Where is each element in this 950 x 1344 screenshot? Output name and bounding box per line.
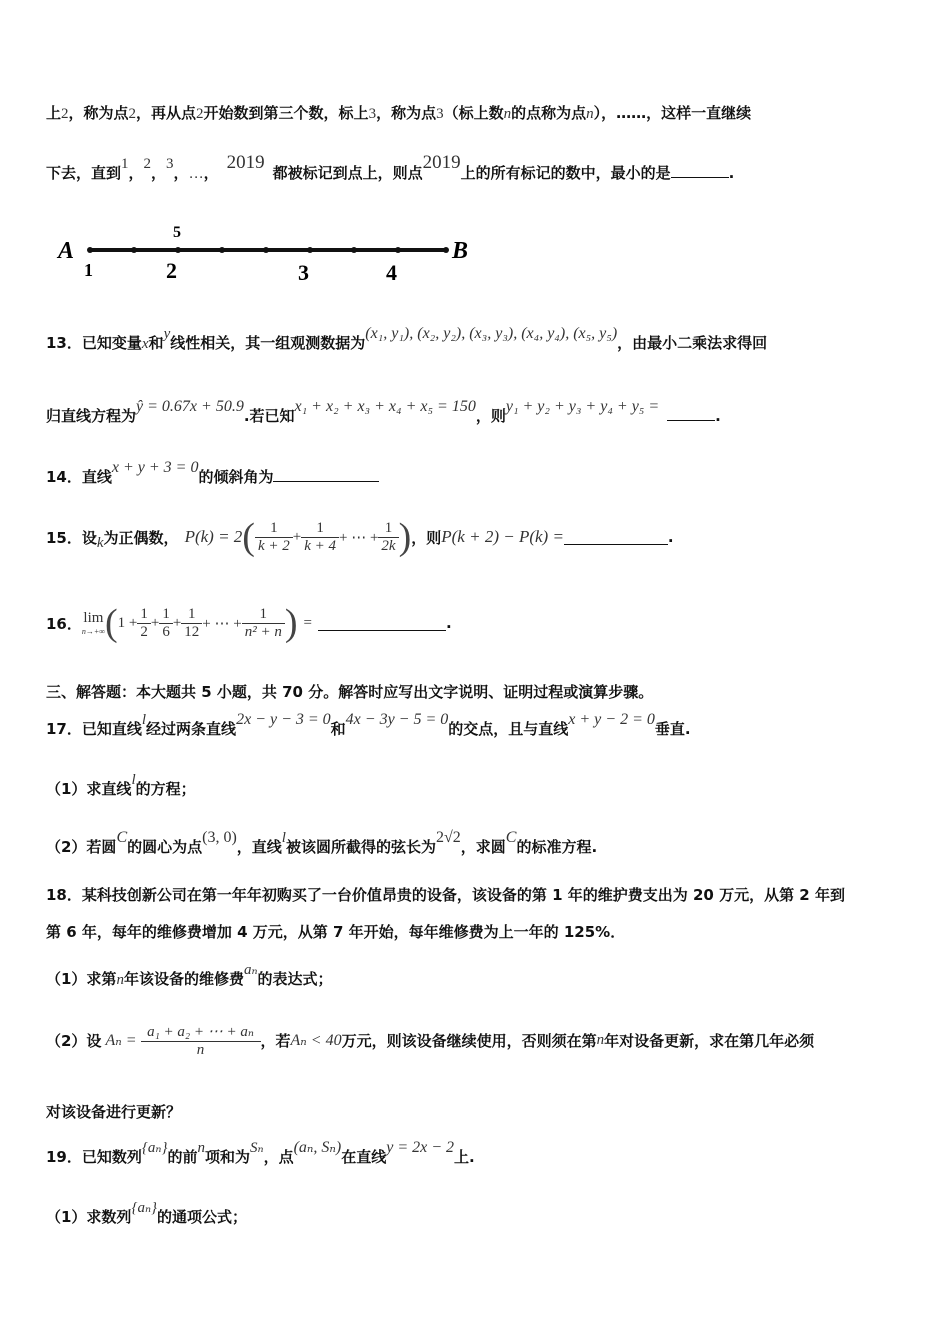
math-k: k (96, 534, 104, 551)
text: （1）求第 (46, 970, 117, 988)
math-an: aₙ (243, 962, 258, 978)
text: 开始数到第三个数，标上 (203, 104, 369, 122)
math-3: 3 (368, 106, 377, 122)
text: ，若 (260, 1031, 291, 1050)
math-plus: + (172, 614, 182, 631)
fraction (242, 606, 285, 641)
denominator: 2k (381, 537, 396, 554)
math-2: 2 (143, 156, 152, 172)
question-19-part-1 (46, 1200, 248, 1227)
math-2: 2 (196, 106, 204, 122)
text: 16． (46, 614, 82, 633)
math-n: n (503, 106, 512, 122)
tick-dot (443, 247, 449, 253)
math-n: n (596, 1031, 605, 1048)
text: ，再从点 (136, 104, 197, 122)
fraction (141, 1022, 261, 1059)
math-seq: {aₙ} (141, 1140, 168, 1156)
text: 15．设 (46, 528, 97, 547)
math-l: l (281, 830, 286, 846)
text: 的表达式； (257, 970, 333, 988)
right-paren: ) (398, 516, 412, 558)
label-5: 5 (173, 224, 181, 241)
text: ，求圆 (460, 838, 506, 856)
number-line-figure (56, 222, 476, 286)
math-sum-y: y₁ + y₂ + y₃ + y₄ + y₅ = (505, 398, 660, 415)
math-l: l (131, 772, 136, 788)
text: 的点称为点 (511, 104, 587, 122)
math-line-2: 4x − 3y − 5 = 0 (345, 711, 449, 728)
question-17 (46, 711, 691, 739)
text: 13．已知变量 (46, 334, 142, 352)
denominator: 12 (184, 623, 200, 640)
tick-dot (351, 247, 357, 253)
fraction (181, 606, 202, 641)
numerator: 1 (255, 520, 293, 538)
math-n: n (197, 1140, 205, 1156)
text: 和 (148, 334, 164, 352)
math-n: n (116, 972, 124, 988)
problem-text-line-2: 下去，直到1，2，3，…， 2019 都被标记到点上，则点2019上的所有标记的数中，最小的是 . (46, 152, 735, 182)
text: 下去，直到 (46, 164, 122, 182)
math-2: 2 (128, 106, 137, 122)
tick-dot (87, 247, 93, 253)
text: ，称为点 (376, 104, 437, 122)
text: 在直线 (341, 1148, 387, 1166)
text: 年对设备更新，求在第几年必须 (604, 1031, 815, 1050)
numerator: 1 (181, 606, 202, 624)
text: 为正偶数， (103, 528, 179, 547)
math-1: 1 (121, 156, 129, 172)
numerator: 1 (137, 606, 151, 624)
question-13-line-2: 归直线方程为ŷ = 0.67x + 50.9.若已知x₁ + x₂ + x₃ + x₄ + x₅ = 150，则y₁ + y₂ + y₃ + y₄ + y₅ =. (46, 398, 721, 425)
segment-ab-diagram (56, 222, 476, 286)
text: 的交点，且与直线 (448, 720, 569, 738)
question-18-line-1: 18．某科技创新公司在第一年年初购买了一台价值昂贵的设备，该设备的第 1 年的维护费支出为 20 万元，从第 2 年到 (46, 886, 845, 904)
text: 都被标记到点上，则点 (272, 164, 423, 182)
left-paren: ( (104, 602, 118, 644)
fraction (301, 520, 339, 555)
text: ，则 (411, 528, 442, 547)
tick-dot (175, 247, 181, 253)
math-pk: P(k) = 2 (184, 527, 243, 546)
question-18-line-3: 对该设备进行更新？ (46, 1103, 182, 1121)
text: 上. (454, 1148, 475, 1166)
text: ，则 (475, 407, 506, 425)
text: 19．已知数列 (46, 1148, 142, 1166)
math-dots: … (188, 166, 204, 182)
text: 上 (46, 104, 62, 122)
math-seq: {aₙ} (131, 1200, 158, 1216)
math-2019: 2019 (226, 152, 265, 173)
text: ），……，这样一直继续 (593, 104, 752, 122)
math-plus-dots: + ⋯ + (338, 529, 379, 546)
text: （2）设 (46, 1031, 102, 1050)
text: （1）求直线 (46, 780, 132, 798)
math-equals: = (303, 614, 312, 631)
question-14 (46, 459, 379, 487)
tick-dot (219, 247, 225, 253)
text: 17．已知直线 (46, 720, 142, 738)
fraction (159, 606, 173, 641)
math-chord: 2√2 (435, 829, 461, 846)
text: （标上数 (443, 104, 504, 122)
math-line-3: x + y − 2 = 0 (568, 711, 655, 728)
math-3: 3 (166, 156, 174, 172)
math-plus-dots: + ⋯ + (202, 615, 242, 632)
question-18-part-2 (46, 1018, 814, 1062)
text: 的圆心为点 (127, 838, 203, 856)
numerator: a₁ + a₂ + ⋯ + aₙ (141, 1022, 261, 1042)
text: 的倾斜角为 (198, 468, 274, 486)
math-2: 2 (61, 106, 69, 122)
problem-text-line-1 (46, 102, 751, 123)
denominator: 2 (140, 623, 148, 640)
text: 的通项公式； (157, 1208, 248, 1226)
text: 线性相关，其一组观测数据为 (170, 334, 366, 352)
math-3: 3 (436, 106, 444, 122)
text: 垂直. (654, 720, 691, 738)
denominator: 6 (162, 623, 170, 640)
text: ，直线 (236, 838, 282, 856)
text: 年该设备的维修费 (123, 970, 244, 988)
math-line-4: y = 2x − 2 (386, 1139, 455, 1156)
question-18-line-2: 第 6 年，每年的维修费增加 4 万元，从第 7 年开始，每年维修费为上一年的 125%． (46, 923, 626, 941)
question-15: 15．设 k 为正偶数， P(k) = 2 ( $\frac{1}{k + 2}$ + $\frac{1}{k + 4}$ + ⋯ + $\frac{1}{2k}$ ) ，则 P(k + 2) − P(k) = . (46, 516, 674, 558)
text: ，点 (263, 1148, 294, 1166)
math-lim-sub: n→+∞ (81, 627, 105, 636)
text: 上的所有标记的数中，最小的是 (460, 164, 671, 182)
label-3: 3 (298, 260, 309, 285)
label-a: A (58, 238, 75, 264)
text: （1）求数列 (46, 1208, 132, 1226)
math-point: (aₙ, Sₙ) (293, 1139, 342, 1156)
limit-operator (82, 610, 105, 636)
math-sum-x: x₁ + x₂ + x₃ + x₄ + x₅ = 150 (294, 398, 476, 415)
math-line-1: 2x − y − 3 = 0 (236, 711, 331, 728)
denominator: k + 4 (304, 537, 336, 554)
math-an-cond: Aₙ < 40 (290, 1032, 342, 1049)
math-c: C (505, 829, 517, 846)
text: 和 (330, 720, 346, 738)
math-l: l (141, 712, 147, 728)
answer-blank (671, 163, 729, 178)
math-center: (3, 0) (202, 829, 237, 846)
tick-dot (131, 247, 137, 253)
text: 被该圆所截得的弦长为 (285, 838, 436, 856)
numerator: 1 (301, 520, 339, 538)
math-regression-eq: ŷ = 0.67x + 50.9 (136, 398, 244, 415)
answer-blank (273, 467, 379, 482)
tick-dot (307, 247, 313, 253)
numerator: 1 (378, 520, 398, 538)
math-plus: + (292, 528, 302, 545)
math-n: n (586, 106, 594, 122)
label-1: 1 (84, 260, 93, 280)
answer-blank (318, 616, 446, 631)
text: 万元，则该设备继续使用，否则须在第 (341, 1031, 597, 1050)
label-2: 2 (166, 258, 177, 283)
math-y: y (163, 326, 171, 342)
right-paren: ) (284, 602, 298, 644)
text: 经过两条直线 (146, 720, 237, 738)
math-sn: Sₙ (249, 1140, 264, 1156)
text: 归直线方程为 (46, 407, 137, 425)
question-18-part-1 (46, 962, 333, 989)
left-paren: ( (242, 516, 255, 558)
denominator: n² + n (244, 623, 282, 640)
math-observations: (x₁, y₁), (x₂, y₂), (x₃, y₃), (x₄, y₄), (x₅, y₅) (365, 325, 618, 342)
math-x: x (141, 336, 149, 352)
math-lim: lim (83, 610, 104, 626)
denominator: k + 2 (257, 537, 290, 554)
question-17-part-1 (46, 772, 196, 799)
answer-blank (667, 406, 715, 421)
text: 项和为 (204, 1148, 250, 1166)
numerator: 1 (159, 606, 173, 624)
math-difference: P(k + 2) − P(k) = (441, 527, 564, 546)
fraction (137, 606, 151, 641)
text: ，称为点 (68, 104, 129, 122)
text: .若已知 (243, 407, 295, 425)
label-4: 4 (386, 260, 397, 285)
question-16: 16． lim n→+∞ ( 1 + $\frac{1}{2}$ + $\frac{1}{6}$ + $\frac{1}{12}$ + ⋯ + $\frac{1}{\text{n² + n}}$ ) = . (46, 602, 452, 644)
text: 14．直线 (46, 468, 112, 486)
math-c: C (116, 829, 128, 846)
tick-dot (263, 247, 269, 253)
math-one-plus: 1 + (117, 614, 138, 631)
answer-blank (564, 530, 668, 545)
numerator: 1 (242, 606, 285, 624)
tick-dot (395, 247, 401, 253)
fraction (255, 520, 293, 555)
math-an-def: Aₙ = (105, 1032, 137, 1049)
fraction (378, 520, 398, 555)
question-13-line-1 (46, 325, 768, 353)
denominator: n (196, 1041, 205, 1058)
section-3-heading: 三、解答题：本大题共 5 小题，共 70 分。解答时应写出文字说明、证明过程或演算步骤。 (46, 683, 654, 701)
text: ，由最小二乘法求得回 (617, 334, 768, 352)
text: 的方程； (135, 780, 196, 798)
question-19 (46, 1139, 475, 1167)
math-plus: + (150, 614, 160, 631)
label-b: B (452, 238, 469, 264)
math-2019: 2019 (422, 152, 461, 173)
text: 的标准方程. (516, 838, 598, 856)
text: 的前 (167, 1148, 198, 1166)
question-17-part-2 (46, 829, 598, 857)
math-line: x + y + 3 = 0 (111, 459, 199, 476)
text: （2）若圆 (46, 838, 117, 856)
